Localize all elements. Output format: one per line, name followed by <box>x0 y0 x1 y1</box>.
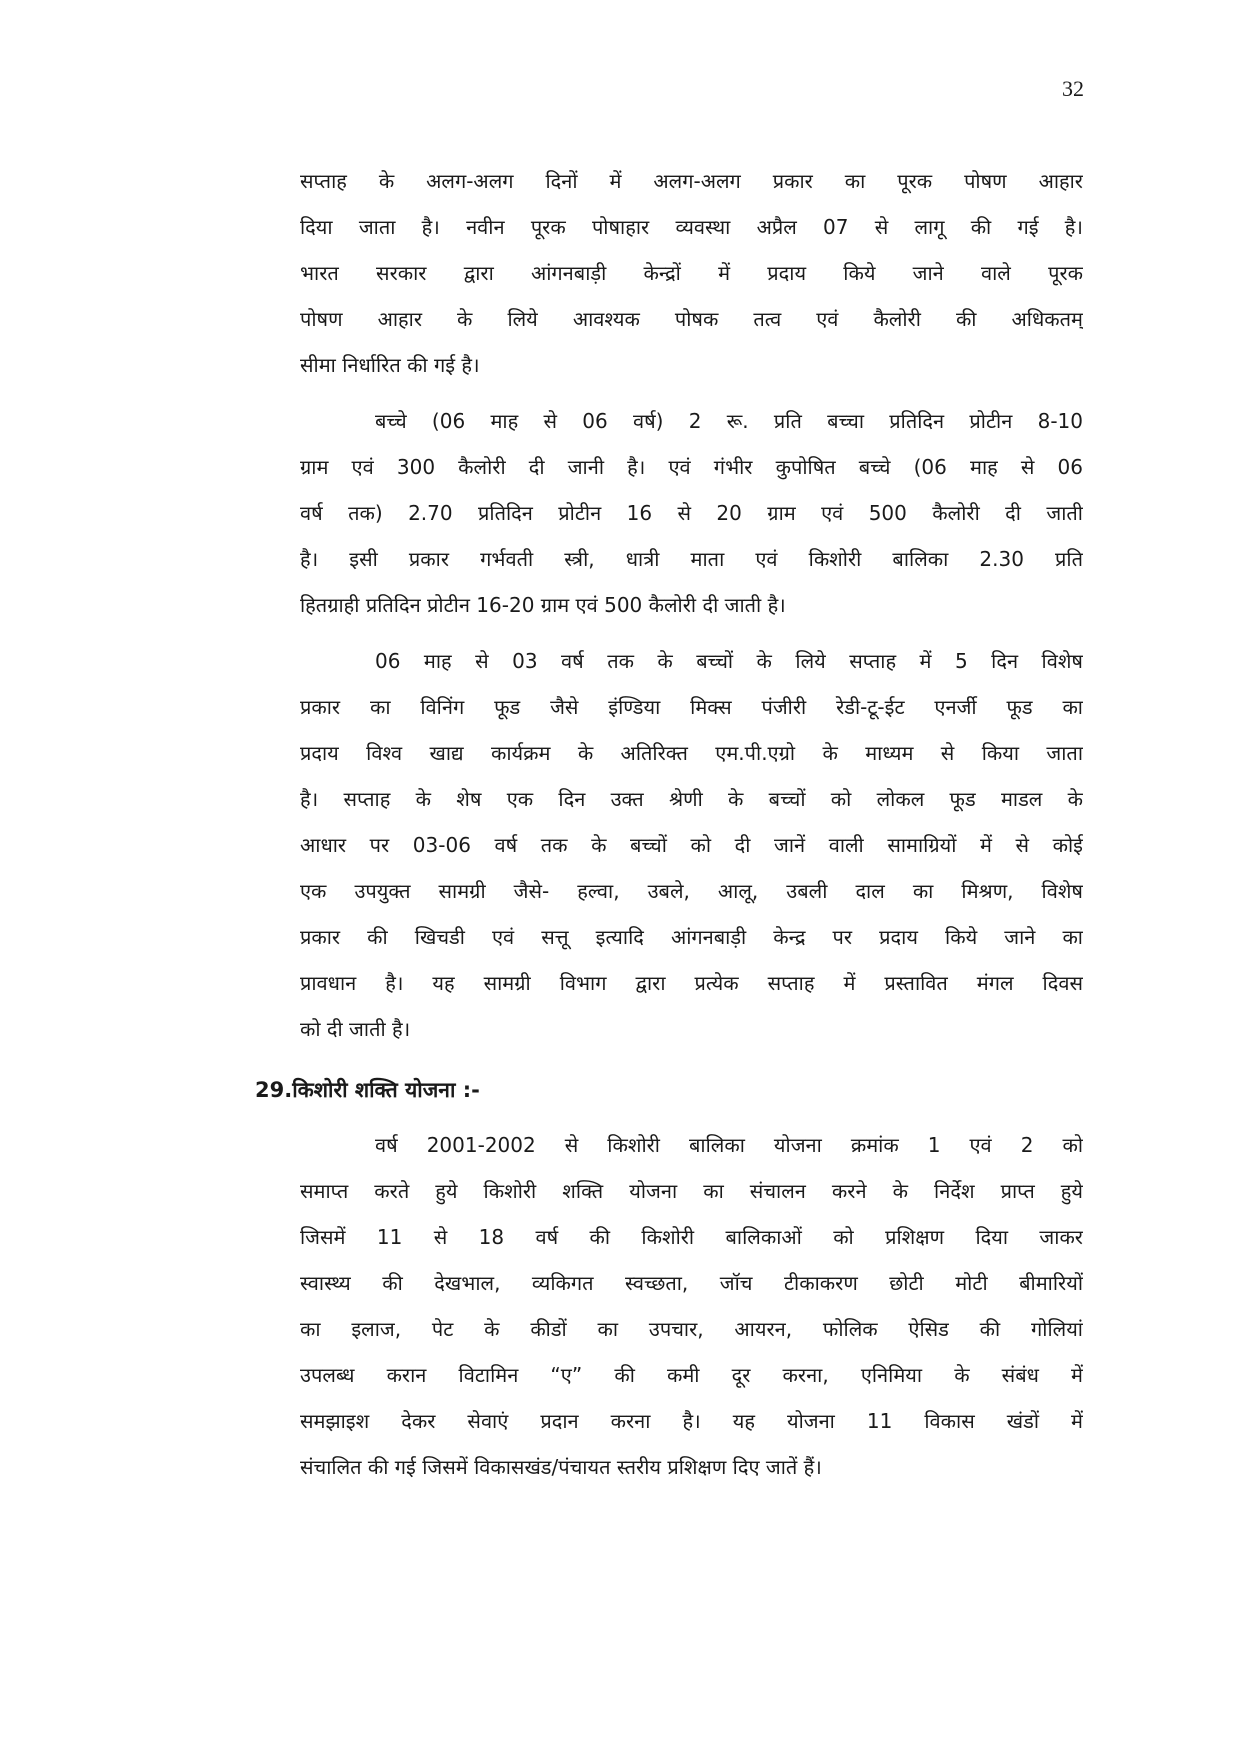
text-line: जिसमें 11 से 18 वर्ष की किशोरी बालिकाओं को प्रशिक्षण दिया जाकर <box>300 1225 1083 1249</box>
text-line: प्रदाय विश्व खाद्य कार्यक्रम के अतिरिक्त एम.पी.एग्रो के माध्यम से किया जाता <box>300 741 1083 765</box>
text-line: स्वास्थ्य की देखभाल, व्यकिगत स्वच्छता, जॉच टीकाकरण छोटी मोटी बीमारियों <box>300 1271 1083 1295</box>
text-line: प्रकार का विनिंग फूड जैसे इंण्डिया मिक्स पंजीरी रेडी-टू-ईट एनर्जी फूड का <box>300 695 1083 719</box>
section-heading: 29.किशोरी शक्ति योजना :- <box>255 1078 480 1102</box>
text-line: प्रकार की खिचडी एवं सत्तू इत्यादि आंगनबाड़ी केन्द्र पर प्रदाय किये जाने का <box>300 925 1083 949</box>
section-body <box>300 1122 1083 1490</box>
text-line: प्रावधान है। यह सामग्री विभाग द्वारा प्रत्येक सप्ताह में प्रस्तावित मंगल दिवस <box>300 971 1083 995</box>
text-line: वर्ष तक) 2.70 प्रतिदिन प्रोटीन 16 से 20 ग्राम एवं 500 कैलोरी दी जाती <box>300 501 1083 525</box>
text-line: समाप्त करते हुये किशोरी शक्ति योजना का संचालन करने के निर्देश प्राप्त हुये <box>300 1179 1083 1203</box>
text-line: को दी जाती है। <box>300 1017 411 1041</box>
text-line: समझाइश देकर सेवाएं प्रदान करना है। यह योजना 11 विकास खंडों में <box>300 1409 1083 1433</box>
text-line: 06 माह से 03 वर्ष तक के बच्चों के लिये सप्ताह में 5 दिन विशेष <box>375 649 1083 673</box>
text-line: बच्चे (06 माह से 06 वर्ष) 2 रू. प्रति बच्चा प्रतिदिन प्रोटीन 8-10 <box>375 409 1083 433</box>
text-line: हितग्राही प्रतिदिन प्रोटीन 16-20 ग्राम एवं 500 कैलोरी दी जाती है। <box>300 593 786 617</box>
text-line: ग्राम एवं 300 कैलोरी दी जानी है। एवं गंभीर कुपोषित बच्चे (06 माह से 06 <box>300 455 1083 479</box>
text-line: का इलाज, पेट के कीडों का उपचार, आयरन, फोलिक ऐसिड की गोलियां <box>300 1317 1083 1341</box>
text-line: एक उपयुक्त सामग्री जैसे- हल्वा, उबले, आलू, उबली दाल का मिश्रण, विशेष <box>300 879 1083 903</box>
text-line: वर्ष 2001-2002 से किशोरी बालिका योजना क्रमांक 1 एवं 2 को <box>375 1133 1083 1157</box>
text-line: भारत सरकार द्वारा आंगनबाड़ी केन्द्रों में प्रदाय किये जाने वाले पूरक <box>300 261 1083 285</box>
text-line: उपलब्ध करान विटामिन “ए” की कमी दूर करना, एनिमिया के संबंध में <box>300 1363 1083 1387</box>
text-line: सीमा निर्धारित की गई है। <box>300 353 480 377</box>
paragraph-weaning-food <box>300 638 1083 1052</box>
text-line: दिया जाता है। नवीन पूरक पोषाहार व्यवस्था अप्रैल 07 से लागू की गई है। <box>300 215 1083 239</box>
page-number: 32 <box>1062 76 1084 101</box>
text-line: सप्ताह के अलग-अलग दिनों में अलग-अलग प्रकार का पूरक पोषण आहार <box>300 169 1083 193</box>
body-text <box>300 158 1083 1052</box>
paragraph-supplementary-nutrition <box>300 158 1083 388</box>
text-line: संचालित की गई जिसमें विकासखंड/पंचायत स्तरीय प्रशिक्षण दिए जातें हैं। <box>300 1455 822 1479</box>
text-line: है। इसी प्रकार गर्भवती स्त्री, धात्री माता एवं किशोरी बालिका 2.30 प्रति <box>300 547 1083 571</box>
text-line: पोषण आहार के लिये आवश्यक पोषक तत्व एवं कैलोरी की अधिकतम् <box>300 307 1083 331</box>
paragraph-protein-calorie <box>300 398 1083 628</box>
text-line: आधार पर 03-06 वर्ष तक के बच्चों को दी जानें वाली सामाग्रियों में से कोई <box>300 833 1083 857</box>
text-line: है। सप्ताह के शेष एक दिन उक्त श्रेणी के बच्चों को लोकल फूड माडल के <box>300 787 1083 811</box>
